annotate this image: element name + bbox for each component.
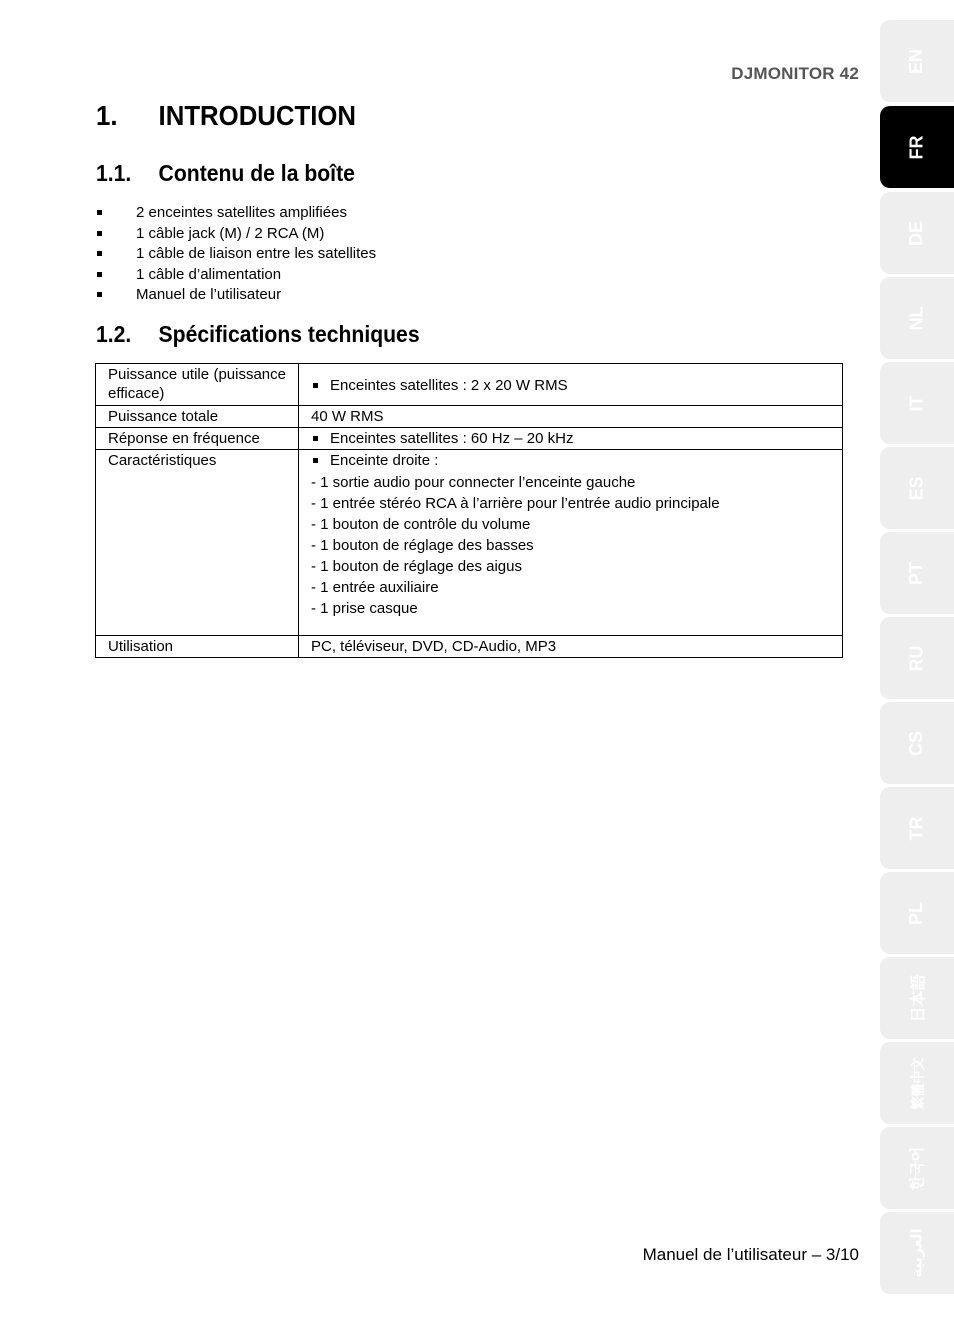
- feature-line: - 1 sortie audio pour connecter l’enceinte gauche: [311, 474, 636, 491]
- cell-text: Enceintes satellites : 2 x 20 W RMS: [330, 376, 568, 394]
- table-cell-value: [299, 428, 843, 450]
- tab-ja[interactable]: [880, 957, 954, 1039]
- list-item-text: 2 enceintes satellites amplifiées: [136, 204, 347, 221]
- cell-text: Enceintes satellites : 60 Hz – 20 kHz: [330, 430, 574, 447]
- tab-cs[interactable]: [880, 702, 954, 784]
- bullet-square-icon: [313, 458, 318, 463]
- tab-label: 繁體中文: [910, 1056, 926, 1110]
- chapter-number: 1.: [96, 100, 118, 131]
- section-title: Spécifications techniques: [158, 321, 420, 347]
- table-cell-label: Puissance utile (puissance efficace): [96, 364, 299, 406]
- table-cell-value: 40 W RMS: [299, 406, 843, 428]
- tab-label: CS: [906, 730, 927, 756]
- table-cell-value: PC, téléviseur, DVD, CD-Audio, MP3: [299, 636, 843, 658]
- bullet-square-icon: [97, 292, 102, 297]
- tab-label: العربية: [909, 1228, 926, 1278]
- bullet-square-icon: [313, 436, 318, 441]
- tab-tr[interactable]: [880, 787, 954, 869]
- table-cell-label: Puissance totale: [96, 406, 299, 428]
- list-item: [96, 224, 376, 245]
- tab-label: FR: [906, 135, 927, 159]
- list-item-text: Manuel de l’utilisateur: [136, 286, 282, 304]
- tab-nl[interactable]: [880, 277, 954, 359]
- table-row: [96, 406, 843, 428]
- header-product-name: DJMONITOR 42: [731, 64, 859, 83]
- table-cell-value: [299, 450, 843, 636]
- table-cell-value: [299, 364, 843, 406]
- chapter-heading: [96, 100, 356, 132]
- tab-label: TR: [906, 816, 927, 840]
- tab-ru[interactable]: [880, 617, 954, 699]
- section-number: 1.2.: [96, 321, 132, 347]
- tab-ko[interactable]: [880, 1127, 954, 1209]
- section-heading-contents: [96, 160, 355, 187]
- tab-label: DE: [906, 220, 927, 246]
- tab-label: NL: [906, 306, 927, 330]
- feature-line: - 1 entrée stéréo RCA à l’arrière pour l’entrée audio principale: [311, 495, 720, 512]
- section-heading-specs: [96, 321, 420, 348]
- tab-label: RU: [906, 645, 927, 671]
- list-item: [96, 244, 376, 265]
- table-cell-label: Réponse en fréquence: [96, 428, 299, 450]
- bullet-square-icon: [97, 210, 102, 215]
- list-item-text: 1 câble d’alimentation: [136, 265, 282, 283]
- tab-label: 日本語: [910, 973, 928, 1023]
- box-contents-list: [96, 203, 376, 306]
- cell-text: Enceinte droite :: [330, 452, 439, 469]
- tab-en[interactable]: [880, 20, 954, 102]
- bullet-square-icon: [97, 231, 102, 236]
- chapter-title: INTRODUCTION: [158, 100, 357, 131]
- list-item: [96, 265, 376, 286]
- list-item-text: 1 câble jack (M) / 2 RCA (M): [136, 224, 325, 242]
- tab-pl[interactable]: [880, 872, 954, 954]
- tab-ar[interactable]: [880, 1212, 954, 1294]
- list-item: [96, 203, 376, 224]
- tab-de[interactable]: [880, 192, 954, 274]
- table-row: [96, 636, 843, 658]
- tab-pt[interactable]: [880, 532, 954, 614]
- section-number: 1.1.: [96, 160, 132, 186]
- bullet-square-icon: [97, 272, 102, 277]
- tab-label: PL: [906, 901, 927, 925]
- table-row: [96, 450, 843, 636]
- tab-label: IT: [906, 395, 927, 411]
- tab-label: 한국어: [909, 1146, 927, 1190]
- feature-line: - 1 entrée auxiliaire: [311, 579, 439, 596]
- specifications-table: [95, 363, 843, 658]
- table-cell-label: Utilisation: [96, 636, 299, 658]
- table-row: [96, 364, 843, 406]
- tab-label: EN: [906, 48, 927, 74]
- tab-es[interactable]: [880, 447, 954, 529]
- feature-line: - 1 bouton de réglage des basses: [311, 537, 534, 554]
- table-cell-label: Caractéristiques: [96, 450, 299, 636]
- tab-label: ES: [906, 475, 927, 501]
- list-item-text: 1 câble de liaison entre les satellites: [136, 245, 377, 263]
- table-row: [96, 428, 843, 450]
- bullet-square-icon: [313, 383, 318, 388]
- tab-it[interactable]: [880, 362, 954, 444]
- feature-line: - 1 bouton de contrôle du volume: [311, 516, 531, 533]
- tab-zh[interactable]: [880, 1042, 954, 1124]
- feature-line: - 1 prise casque: [311, 600, 418, 617]
- feature-line: - 1 bouton de réglage des aigus: [311, 558, 522, 575]
- bullet-square-icon: [97, 251, 102, 256]
- page-footer: Manuel de l’utilisateur – 3/10: [642, 1245, 859, 1264]
- list-item: [96, 285, 376, 306]
- section-title: Contenu de la boîte: [158, 160, 355, 186]
- tab-label: PT: [906, 561, 927, 585]
- tab-fr[interactable]: [880, 106, 954, 188]
